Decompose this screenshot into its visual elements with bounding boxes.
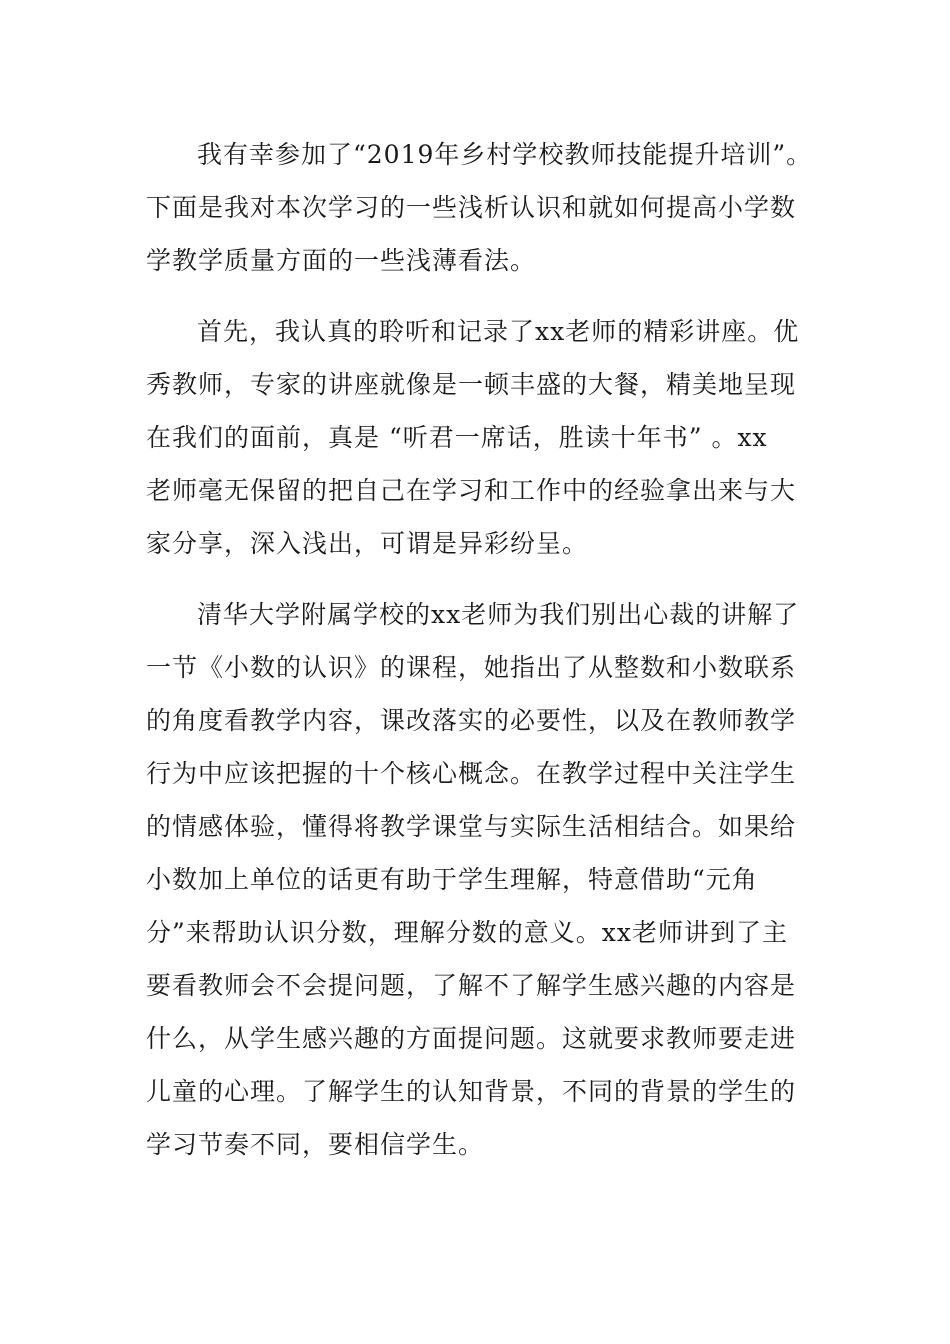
paragraph-line: 的角度看教学内容，课改落实的必要性，以及在教师教学 (146, 706, 797, 735)
paragraph-line: 儿童的心理。了解学生的认知背景，不同的背景的学生的 (146, 1077, 797, 1106)
paragraph-line: 我有幸参加了“2019年乡村学校教师技能提升培训”。 (197, 140, 813, 169)
paragraph-line: 什么，从学生感兴趣的方面提问题。这就要求教师要走进 (146, 1024, 797, 1053)
paragraph-line: 秀教师，专家的讲座就像是一顿丰盛的大餐，精美地呈现 (146, 370, 797, 399)
document-body (146, 128, 814, 1171)
paragraph-line: 学习节奏不同，要相信学生。 (146, 1130, 485, 1159)
paragraph-line: 分”来帮助认识分数，理解分数的意义。xx老师讲到了主 (146, 918, 788, 947)
paragraph-2 (146, 305, 814, 570)
paragraph-line: 老师毫无保留的把自己在学习和工作中的经验拿出来与大 (146, 476, 797, 505)
paragraph-line: 行为中应该把握的十个核心概念。在教学过程中关注学生 (146, 759, 797, 788)
paragraph-line: 家分享，深入浅出，可谓是异彩纷呈。 (146, 529, 589, 558)
paragraph-line: 学教学质量方面的一些浅薄看法。 (146, 246, 537, 275)
paragraph-3 (146, 588, 814, 1171)
paragraph-1 (146, 128, 814, 287)
paragraph-line: 首先，我认真的聆听和记录了xx老师的精彩讲座。优 (197, 317, 800, 346)
paragraph-line: 清华大学附属学校的xx老师为我们别出心裁的讲解了 (197, 600, 800, 629)
paragraph-line: 的情感体验，懂得将教学课堂与实际生活相结合。如果给 (146, 812, 797, 841)
paragraph-line: 小数加上单位的话更有助于学生理解，特意借助“元角 (146, 865, 758, 894)
paragraph-line: 在我们的面前，真是 “听君一席话，胜读十年书” 。xx (146, 423, 768, 452)
paragraph-line: 下面是我对本次学习的一些浅析认识和就如何提高小学数 (146, 193, 797, 222)
paragraph-line: 一节《小数的认识》的课程，她指出了从整数和小数联系 (146, 653, 797, 682)
paragraph-line: 要看教师会不会提问题，了解不了解学生感兴趣的内容是 (146, 971, 797, 1000)
